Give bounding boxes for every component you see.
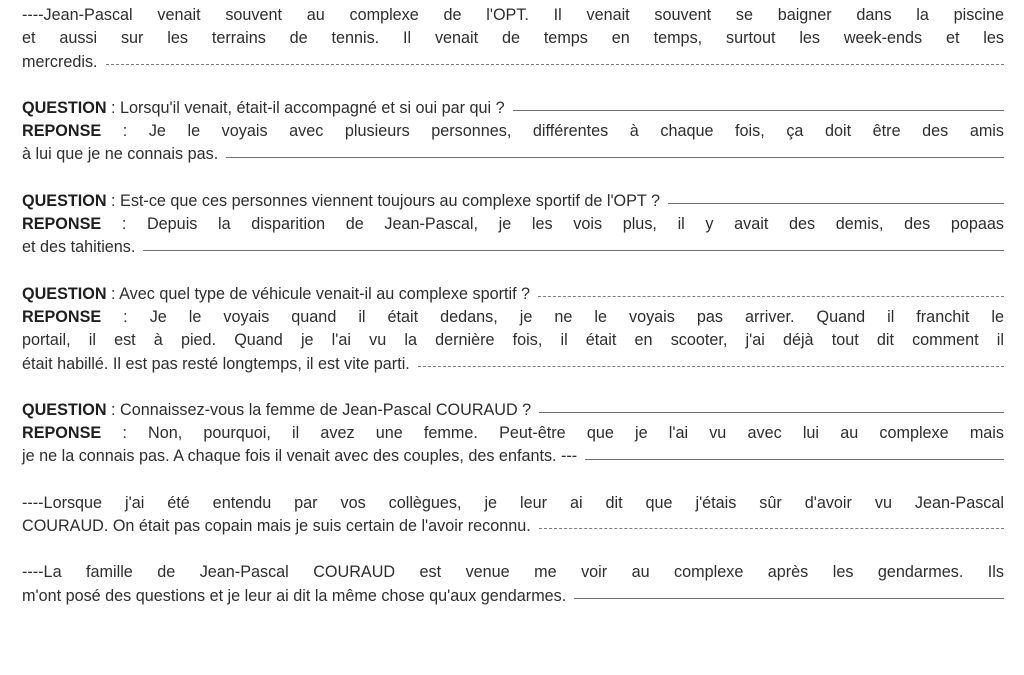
text-line: ----Jean-Pascal venait souvent au complexe de l'OPT. Il venait souvent se baigner dans la piscine xyxy=(22,6,1004,24)
answer-body: : Non, pourquoi, il avez une femme. Peut-être que je l'ai vu avec lui au complexe mais xyxy=(101,424,1004,443)
closing-paragraph xyxy=(22,561,1004,608)
qa-block-3 xyxy=(22,283,1004,376)
answer-label: REPONSE xyxy=(22,215,102,234)
filler-line xyxy=(539,528,1004,529)
filler-line xyxy=(226,157,1004,158)
answer-body: je ne la connais pas. A chaque fois il venait avec des couples, des enfants. --- xyxy=(22,447,578,466)
question-text xyxy=(22,190,660,213)
text-segment: COURAUD. On était pas copain mais je suis certain de l'avoir reconnu. xyxy=(22,517,531,536)
answer-body: : Depuis la disparition de Jean-Pascal, je les vois plus, il y avait des demis, des popaas xyxy=(101,215,1004,234)
answer-label: REPONSE xyxy=(22,424,102,443)
answer-body: à lui que je ne connais pas. xyxy=(22,145,219,164)
filler-line xyxy=(106,64,1004,65)
text-line xyxy=(22,515,1004,538)
question-label: QUESTION xyxy=(22,284,107,303)
question-label: QUESTION xyxy=(22,400,107,419)
question-line xyxy=(22,190,1004,213)
question-label: QUESTION xyxy=(22,98,107,117)
answer-line xyxy=(22,306,1004,329)
answer-line: portail, il est à pied. Quand je l'ai vu la dernière fois, il était en scooter, j'ai déjà tout dit comment il xyxy=(22,331,1004,350)
qa-block-1 xyxy=(22,97,1004,167)
question-body: : Lorsqu'il venait, était-il accompagné et si oui par qui ? xyxy=(106,98,505,117)
question-line xyxy=(22,97,1004,120)
answer-line xyxy=(22,236,1004,259)
question-text xyxy=(22,283,530,306)
qa-block-2 xyxy=(22,190,1004,260)
question-label: QUESTION xyxy=(22,191,107,210)
question-body: : Est-ce que ces personnes viennent toujours au complexe sportif de l'OPT ? xyxy=(106,191,661,210)
statement-paragraph xyxy=(22,492,1004,539)
answer-line xyxy=(22,120,1004,143)
answer-line xyxy=(22,353,1004,376)
text-line xyxy=(22,585,1004,608)
text-line xyxy=(22,51,1004,74)
answer-label: REPONSE xyxy=(22,307,102,326)
answer-line xyxy=(22,143,1004,166)
answer-body: : Je le voyais avec plusieurs personnes, différentes à chaque fois, ça doit être des amis xyxy=(101,122,1004,141)
question-line xyxy=(22,399,1004,422)
intro-paragraph xyxy=(22,4,1004,74)
answer-line xyxy=(22,422,1004,445)
filler-line xyxy=(418,366,1004,367)
text-line: ----Lorsque j'ai été entendu par vos collègues, je leur ai dit que j'étais sûr d'avoir vu Jean-Pascal xyxy=(22,493,1004,512)
question-line xyxy=(22,283,1004,306)
answer-line xyxy=(22,213,1004,236)
question-body: : Connaissez-vous la femme de Jean-Pascal COURAUD ? xyxy=(106,400,532,419)
filler-line xyxy=(585,459,1004,460)
deposition-document xyxy=(22,4,1004,608)
qa-block-4 xyxy=(22,399,1004,469)
answer-body: était habillé. Il est pas resté longtemps, il est vite parti. xyxy=(22,354,410,373)
answer-body: et des tahitiens. xyxy=(22,238,136,257)
text-segment: m'ont posé des questions et je leur ai dit la même chose qu'aux gendarmes. xyxy=(22,586,567,605)
question-text xyxy=(22,399,531,422)
filler-line xyxy=(574,598,1004,599)
answer-label: REPONSE xyxy=(22,122,102,141)
filler-line xyxy=(668,203,1004,204)
filler-line xyxy=(538,296,1004,297)
filler-line xyxy=(143,250,1004,251)
filler-line xyxy=(539,412,1004,413)
answer-line xyxy=(22,445,1004,468)
text-line: et aussi sur les terrains de tennis. Il venait de temps en temps, surtout les week-ends et les xyxy=(22,29,1004,48)
question-text xyxy=(22,97,505,120)
filler-line xyxy=(513,110,1004,111)
answer-body: : Je le voyais quand il était dedans, je ne le voyais pas arriver. Quand il franchit le xyxy=(101,307,1004,326)
text-segment: mercredis. xyxy=(22,52,98,71)
question-body: : Avec quel type de véhicule venait-il au complexe sportif ? xyxy=(106,284,531,303)
text-line: ----La famille de Jean-Pascal COURAUD est venue me voir au complexe après les gendarmes. Ils xyxy=(22,563,1004,582)
